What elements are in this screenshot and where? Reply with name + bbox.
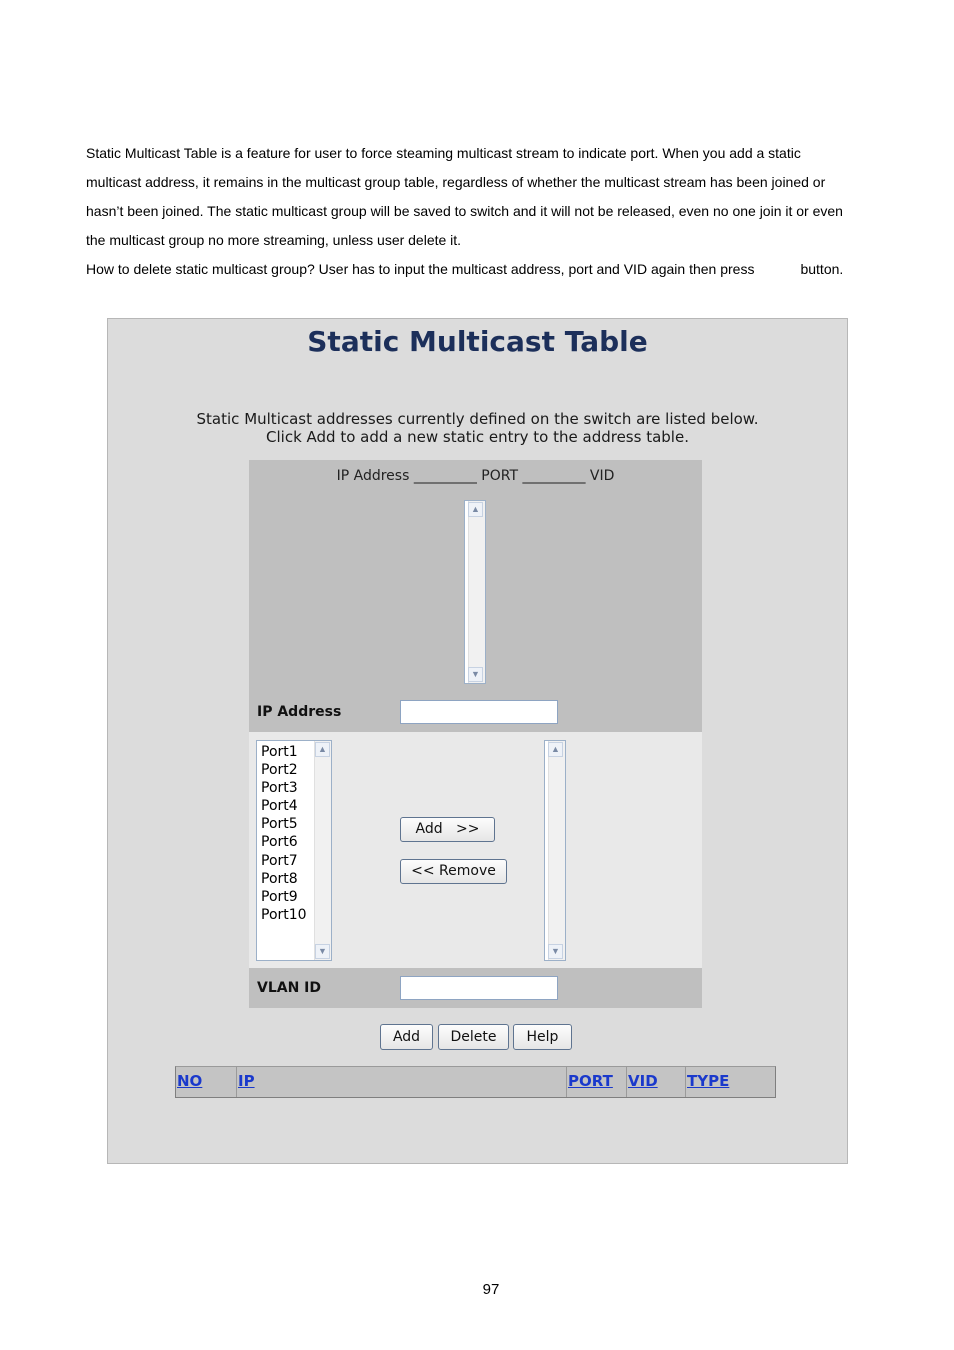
remove-port-button[interactable]: << Remove [400,859,507,884]
column-header-vid [626,1067,685,1097]
sort-link-ip[interactable]: IP [238,1072,255,1090]
help-button[interactable]: Help [513,1024,572,1050]
list-item[interactable]: Port9 [261,888,298,905]
scroll-up-icon[interactable]: ▲ [548,742,563,757]
port-list [261,743,307,924]
page-title: Static Multicast Table [307,325,648,358]
intro-line: Static Multicast Table is a feature for user to force steaming multicast stream to indicate port. When you add a static [86,145,801,161]
selected-ports-listbox[interactable] [544,740,566,961]
column-header-type [685,1067,775,1097]
entry-form [249,460,702,1008]
scroll-down-icon[interactable]: ▼ [548,944,563,959]
list-item[interactable]: Port7 [261,852,298,869]
list-item[interactable]: Port6 [261,834,298,851]
column-header-port [566,1067,626,1097]
column-header-no [176,1067,236,1097]
list-item[interactable]: Port4 [261,798,298,815]
list-item[interactable]: Port2 [261,762,298,779]
entry-list-header: IP Address _________ PORT _________ VID [336,468,615,484]
page-number: 97 [482,1281,500,1298]
intro-line [86,255,876,284]
sort-link-port[interactable]: PORT [568,1072,613,1090]
scrollbar[interactable] [314,741,331,960]
static-multicast-panel [107,318,848,1164]
delete-button[interactable]: Delete [438,1024,509,1050]
column-header-ip [236,1067,566,1097]
scroll-down-icon[interactable]: ▼ [468,667,483,682]
port-selection-section [249,732,702,968]
intro-line: hasn’t been joined. The static multicast group will be saved to switch and it will not be released, even no one join it or even [86,203,843,219]
list-item[interactable]: Port10 [261,906,307,923]
sort-link-vid[interactable]: VID [628,1072,658,1090]
list-item[interactable]: Port8 [261,870,298,887]
multicast-table-header [175,1066,776,1098]
intro-line: multicast address, it remains in the multicast group table, regardless of whether the multicast stream has been joined or [86,174,826,190]
scroll-up-icon[interactable]: ▲ [315,742,330,757]
scrollbar[interactable] [548,741,565,960]
entry-list-section [249,460,702,732]
panel-description [108,410,847,446]
vlan-id-label: VLAN ID [257,980,322,996]
intro-line: the multicast group no more streaming, unless user delete it. [86,232,462,248]
add-button[interactable]: Add [380,1024,433,1050]
intro-line-text: button. [800,261,844,277]
list-item[interactable]: Port1 [261,744,298,760]
scroll-up-icon[interactable]: ▲ [468,502,483,517]
list-item[interactable]: Port3 [261,780,298,797]
intro-text [86,139,876,284]
add-port-button[interactable]: Add >> [400,817,495,842]
ip-address-label: IP Address [257,704,342,720]
entry-listbox[interactable] [464,500,486,684]
ip-address-input[interactable] [400,700,558,724]
list-item[interactable]: Port5 [261,816,298,833]
intro-line-text: How to delete static multicast group? User has to input the multicast address, port and VID again then press [86,261,755,277]
description-line: Static Multicast addresses currently defined on the switch are listed below. [196,410,759,428]
sort-link-no[interactable]: NO [177,1072,203,1090]
vlan-section [249,968,702,1008]
sort-link-type[interactable]: TYPE [687,1072,730,1090]
available-ports-listbox[interactable] [256,740,332,961]
vlan-id-input[interactable] [400,976,558,1000]
description-line: Click Add to add a new static entry to the address table. [266,428,689,446]
scrollbar[interactable] [468,501,485,683]
scroll-down-icon[interactable]: ▼ [315,944,330,959]
